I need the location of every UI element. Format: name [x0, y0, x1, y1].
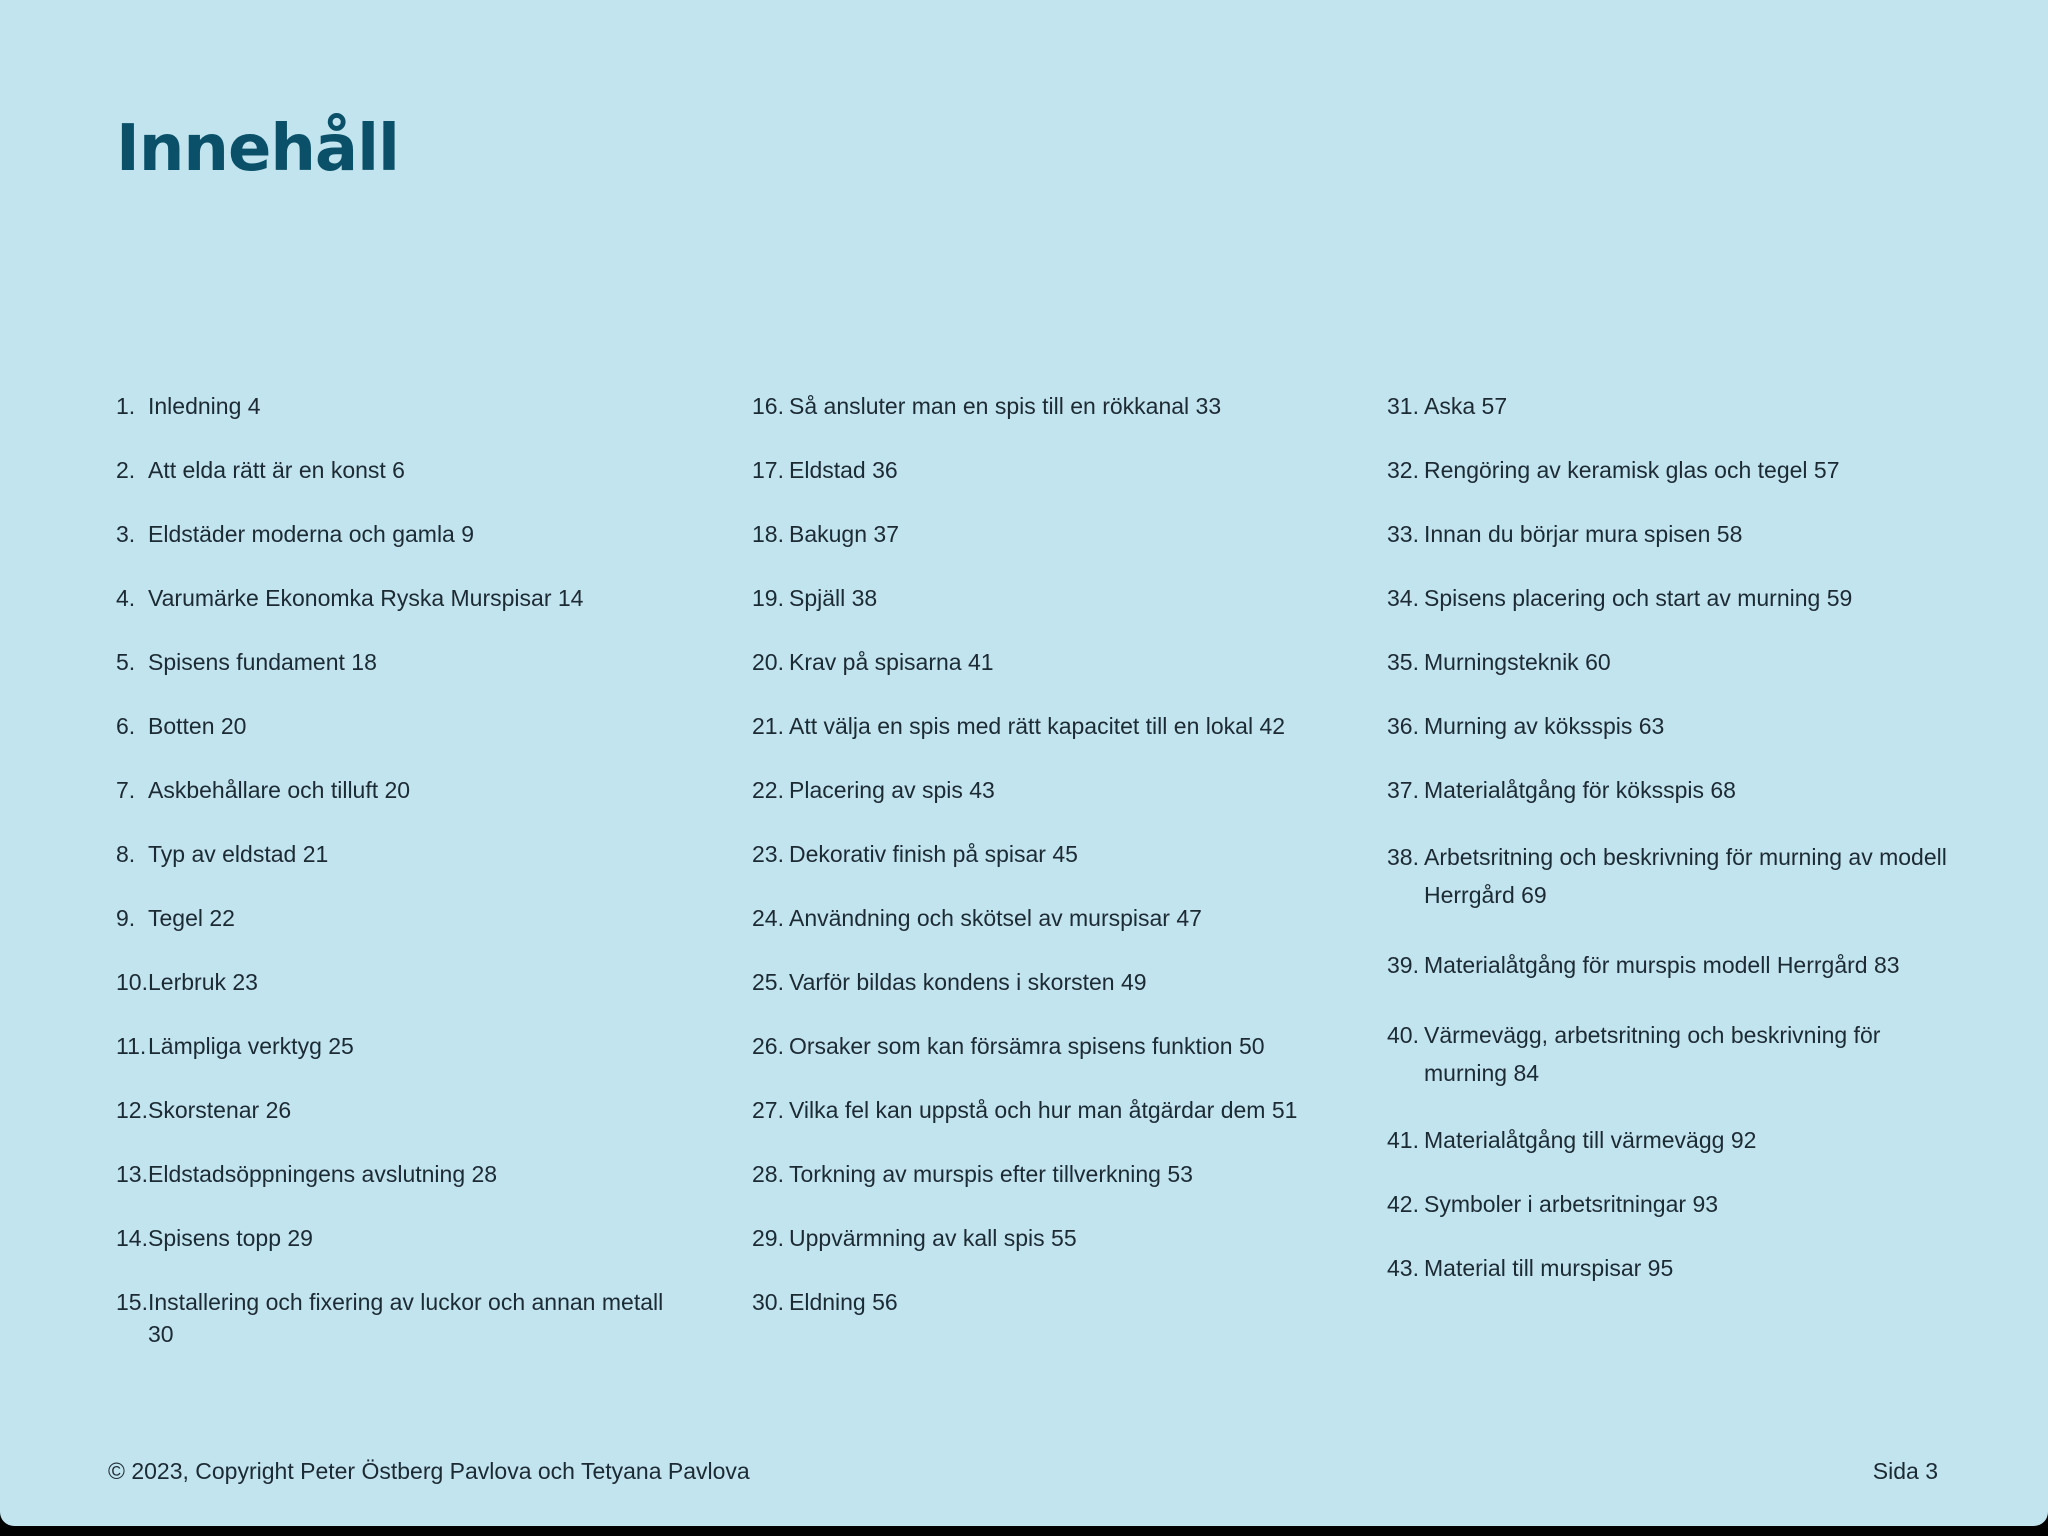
- toc-entry-number: 8.: [116, 841, 136, 867]
- toc-entry: [116, 1094, 676, 1126]
- toc-entry-number: 10.: [116, 969, 148, 995]
- toc-entry: [752, 966, 1312, 998]
- toc-entry-number: 21.: [752, 713, 784, 739]
- toc-entry-number: 33.: [1387, 521, 1419, 547]
- toc-entry-title: Materialåtgång för köksspis 68: [1424, 777, 1736, 803]
- toc-entry-title: Varumärke Ekonomka Ryska Murspisar 14: [148, 585, 584, 611]
- toc-entry-title: Dekorativ finish på spisar 45: [789, 841, 1078, 867]
- toc-entry: [1387, 1124, 1947, 1156]
- toc-entry: [116, 838, 676, 870]
- toc-entry-number: 29.: [752, 1225, 784, 1251]
- toc-entry-number: 31.: [1387, 393, 1419, 419]
- toc-entry-number: 25.: [752, 969, 784, 995]
- toc-entry-title: Rengöring av keramisk glas och tegel 57: [1424, 457, 1840, 483]
- toc-entry-number: 19.: [752, 585, 784, 611]
- toc-entry: [1387, 518, 1947, 550]
- toc-entry-title: Spjäll 38: [789, 585, 878, 611]
- toc-entry: [752, 710, 1312, 742]
- toc-entry-title: Bakugn 37: [789, 521, 899, 547]
- toc-entry: [1387, 1252, 1947, 1284]
- toc-entry-number: 7.: [116, 777, 136, 803]
- toc-entry: [1387, 838, 1947, 914]
- toc-entry-title: Lerbruk 23: [148, 969, 258, 995]
- toc-entry-title: Typ av eldstad 21: [148, 841, 329, 867]
- copyright-notice: © 2023, Copyright Peter Östberg Pavlova och Tetyana Pavlova: [108, 1458, 750, 1484]
- toc-entry: [116, 1158, 676, 1190]
- toc-entry: [116, 902, 676, 934]
- toc-entry-title: Orsaker som kan försämra spisens funktion 50: [789, 1033, 1265, 1059]
- toc-entry-title: Lämpliga verktyg 25: [148, 1033, 354, 1059]
- toc-entry: [1387, 390, 1947, 422]
- toc-entry-number: 12.: [116, 1097, 148, 1123]
- toc-entry: [1387, 710, 1947, 742]
- toc-entry-title: Installering och fixering av luckor och annan metall 30: [148, 1289, 664, 1347]
- toc-entry: [752, 1222, 1312, 1254]
- toc-entry-number: 42.: [1387, 1191, 1419, 1217]
- toc-entry-number: 30.: [752, 1289, 784, 1315]
- toc-entry-number: 6.: [116, 713, 136, 739]
- toc-entry: [116, 1030, 676, 1062]
- toc-entry-number: 3.: [116, 521, 136, 547]
- toc-entry: [752, 1094, 1312, 1126]
- toc-entry-title: Murning av köksspis 63: [1424, 713, 1665, 739]
- toc-column-2: [752, 390, 1312, 1350]
- toc-entry-title: Eldstadsöppningens avslutning 28: [148, 1161, 498, 1187]
- toc-entry-number: 4.: [116, 585, 136, 611]
- toc-entry: [116, 646, 676, 678]
- toc-entry-number: 43.: [1387, 1255, 1419, 1281]
- toc-entry: [752, 582, 1312, 614]
- toc-entry-title: Värmevägg, arbetsritning och beskrivning för murning 84: [1424, 1022, 1881, 1086]
- toc-entry: [1387, 646, 1947, 678]
- toc-entry-number: 18.: [752, 521, 784, 547]
- toc-entry-title: Eldstad 36: [789, 457, 898, 483]
- toc-entry: [752, 1030, 1312, 1062]
- toc-entry-number: 35.: [1387, 649, 1419, 675]
- toc-entry-title: Spisens placering och start av murning 59: [1424, 585, 1853, 611]
- toc-entry-number: 9.: [116, 905, 136, 931]
- toc-entry-title: Botten 20: [148, 713, 247, 739]
- toc-entry-title: Vilka fel kan uppstå och hur man åtgärdar dem 51: [789, 1097, 1298, 1123]
- toc-entry-title: Murningsteknik 60: [1424, 649, 1611, 675]
- toc-entry: [1387, 774, 1947, 806]
- toc-entry-number: 34.: [1387, 585, 1419, 611]
- page-number: Sida 3: [1872, 1458, 1938, 1484]
- toc-entry-title: Att välja en spis med rätt kapacitet till en lokal 42: [789, 713, 1286, 739]
- toc-entry: [1387, 1016, 1947, 1092]
- toc-entry: [116, 518, 676, 550]
- toc-entry-title: Torkning av murspis efter tillverkning 53: [789, 1161, 1193, 1187]
- toc-entry-number: 28.: [752, 1161, 784, 1187]
- toc-entry: [116, 966, 676, 998]
- toc-entry-number: 36.: [1387, 713, 1419, 739]
- toc-entry-title: Eldning 56: [789, 1289, 898, 1315]
- toc-entry-title: Spisens fundament 18: [148, 649, 377, 675]
- toc-entry-number: 37.: [1387, 777, 1419, 803]
- toc-entry-title: Innan du börjar mura spisen 58: [1424, 521, 1743, 547]
- toc-entry: [752, 1158, 1312, 1190]
- toc-entry: [116, 582, 676, 614]
- toc-entry-number: 27.: [752, 1097, 784, 1123]
- toc-entry-number: 15.: [116, 1289, 148, 1315]
- toc-entry: [116, 710, 676, 742]
- toc-entry-number: 32.: [1387, 457, 1419, 483]
- page-title: Innehåll: [116, 112, 399, 186]
- toc-entry: [752, 838, 1312, 870]
- toc-entry: [752, 454, 1312, 486]
- toc-entry-title: Symboler i arbetsritningar 93: [1424, 1191, 1719, 1217]
- toc-entry-number: 24.: [752, 905, 784, 931]
- toc-entry-number: 13.: [116, 1161, 148, 1187]
- toc-entry-title: Skorstenar 26: [148, 1097, 292, 1123]
- toc-entry-number: 22.: [752, 777, 784, 803]
- toc-entry-number: 40.: [1387, 1022, 1419, 1048]
- toc-entry-title: Eldstäder moderna och gamla 9: [148, 521, 475, 547]
- toc-entry-title: Inledning 4: [148, 393, 261, 419]
- toc-entry-title: Material till murspisar 95: [1424, 1255, 1674, 1281]
- toc-entry-number: 26.: [752, 1033, 784, 1059]
- toc-entry-number: 38.: [1387, 844, 1419, 870]
- toc-entry-number: 23.: [752, 841, 784, 867]
- toc-entry: [116, 1222, 676, 1254]
- toc-entry-title: Så ansluter man en spis till en rökkanal 33: [789, 393, 1222, 419]
- toc-entry-title: Att elda rätt är en konst 6: [148, 457, 405, 483]
- toc-entry-title: Användning och skötsel av murspisar 47: [789, 905, 1202, 931]
- toc-entry: [752, 774, 1312, 806]
- toc-entry: [1387, 1188, 1947, 1220]
- toc-entry: [752, 390, 1312, 422]
- toc-entry: [1387, 454, 1947, 486]
- toc-entry-number: 39.: [1387, 952, 1419, 978]
- toc-entry-number: 5.: [116, 649, 136, 675]
- toc-entry-title: Askbehållare och tilluft 20: [148, 777, 411, 803]
- toc-entry-title: Aska 57: [1424, 393, 1508, 419]
- toc-entry-title: Placering av spis 43: [789, 777, 995, 803]
- toc-entry-title: Materialåtgång för murspis modell Herrgård 83: [1424, 952, 1900, 978]
- toc-entry: [1387, 946, 1947, 984]
- toc-entry-number: 20.: [752, 649, 784, 675]
- toc-entry: [752, 902, 1312, 934]
- toc-entry-title: Spisens topp 29: [148, 1225, 313, 1251]
- toc-entry: [116, 1286, 676, 1350]
- toc-entry-number: 41.: [1387, 1127, 1419, 1153]
- toc-entry: [752, 518, 1312, 550]
- toc-entry-title: Tegel 22: [148, 905, 235, 931]
- toc-entry: [116, 774, 676, 806]
- toc-entry-number: 14.: [116, 1225, 148, 1251]
- toc-entry-number: 1.: [116, 393, 136, 419]
- toc-entry: [752, 646, 1312, 678]
- toc-entry-title: Materialåtgång till värmevägg 92: [1424, 1127, 1757, 1153]
- toc-entry: [752, 1286, 1312, 1318]
- toc-entry-title: Varför bildas kondens i skorsten 49: [789, 969, 1147, 995]
- toc-column-1: [116, 390, 676, 1382]
- toc-entry-number: 11.: [116, 1033, 147, 1059]
- toc-entry-number: 2.: [116, 457, 136, 483]
- toc-column-3: [1387, 390, 1947, 1316]
- toc-entry: [1387, 582, 1947, 614]
- toc-entry: [116, 390, 676, 422]
- toc-entry-title: Uppvärmning av kall spis 55: [789, 1225, 1077, 1251]
- toc-entry-number: 17.: [752, 457, 784, 483]
- toc-entry-title: Krav på spisarna 41: [789, 649, 994, 675]
- toc-entry-number: 16.: [752, 393, 784, 419]
- toc-entry-title: Arbetsritning och beskrivning för murning av modell Herrgård 69: [1424, 844, 1947, 908]
- toc-entry: [116, 454, 676, 486]
